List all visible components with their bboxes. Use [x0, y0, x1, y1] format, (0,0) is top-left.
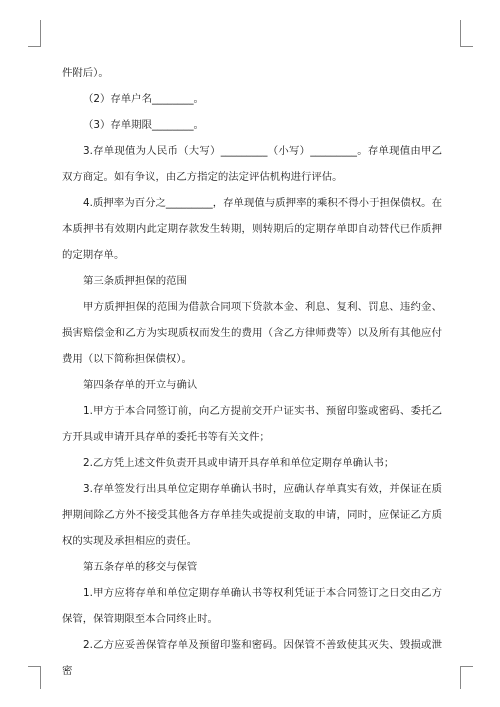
- crop-mark-top-left: [28, 20, 41, 47]
- paragraph-issuance-2: 2.乙方凭上述文件负责开具或申请开具存单和单位定期存单确认书；: [83, 457, 395, 469]
- section-heading-issuance: 第四条存单的开立与确认: [83, 379, 198, 391]
- paragraph-pledge-rate: 4.质押率为百分之_________，存单现值与质押率的乘积不得小于担保债权。在本质押书有效期内此定期存款发生转期，则转期后的定期存单即自动替代已作质押的定期存单。: [62, 197, 442, 261]
- paragraph-issuance-1: 1.甲方于本合同签订前，向乙方提前交开户证实书、预留印鉴或密码、委托乙方开具或申请开具存单的委托书等有关文件；: [62, 405, 442, 443]
- crop-mark-bottom-right: [460, 666, 473, 689]
- paragraph-deposit-term: （3）存单期限________。: [83, 119, 204, 131]
- crop-mark-top-right: [460, 20, 473, 47]
- section-heading-custody: 第五条存单的移交与保管: [83, 561, 198, 573]
- paragraph-account-name: （2）存单户名________。: [83, 93, 204, 105]
- paragraph-continuation: 件附后）。: [62, 67, 109, 79]
- paragraph-custody-2: 2.乙方应妥善保管存单及预留印鉴和密码。因保管不善致使其灭失、毁损或泄密: [62, 639, 442, 677]
- section-heading-scope: 第三条质押担保的范围: [83, 275, 187, 287]
- crop-mark-bottom-left: [28, 666, 41, 689]
- paragraph-custody-1: 1.甲方应将存单和单位定期存单确认书等权利凭证于本合同签订之日交由乙方保管，保管期限至本合同终止时。: [62, 587, 442, 625]
- paragraph-present-value: 3.存单现值为人民币（大写）_________（小写）_________。存单现值由甲乙双方商定。如有争议，由乙方指定的法定评估机构进行评估。: [62, 145, 442, 183]
- paragraph-scope: 甲方质押担保的范围为借款合同项下贷款本金、利息、复利、罚息、违约金、损害赔偿金和乙方为实现质权而发生的费用（含乙方律师费等）以及所有其他应付费用（以下简称担保债权）。: [62, 301, 442, 365]
- document-body: [62, 60, 442, 684]
- paragraph-issuance-3: 3.存单签发行出具单位定期存单确认书时，应确认存单真实有效，并保证在质押期间除乙方外不接受其他各方存单挂失或提前支取的申请，同时，应保证乙方质权的实现及承担相应的责任。: [62, 483, 442, 547]
